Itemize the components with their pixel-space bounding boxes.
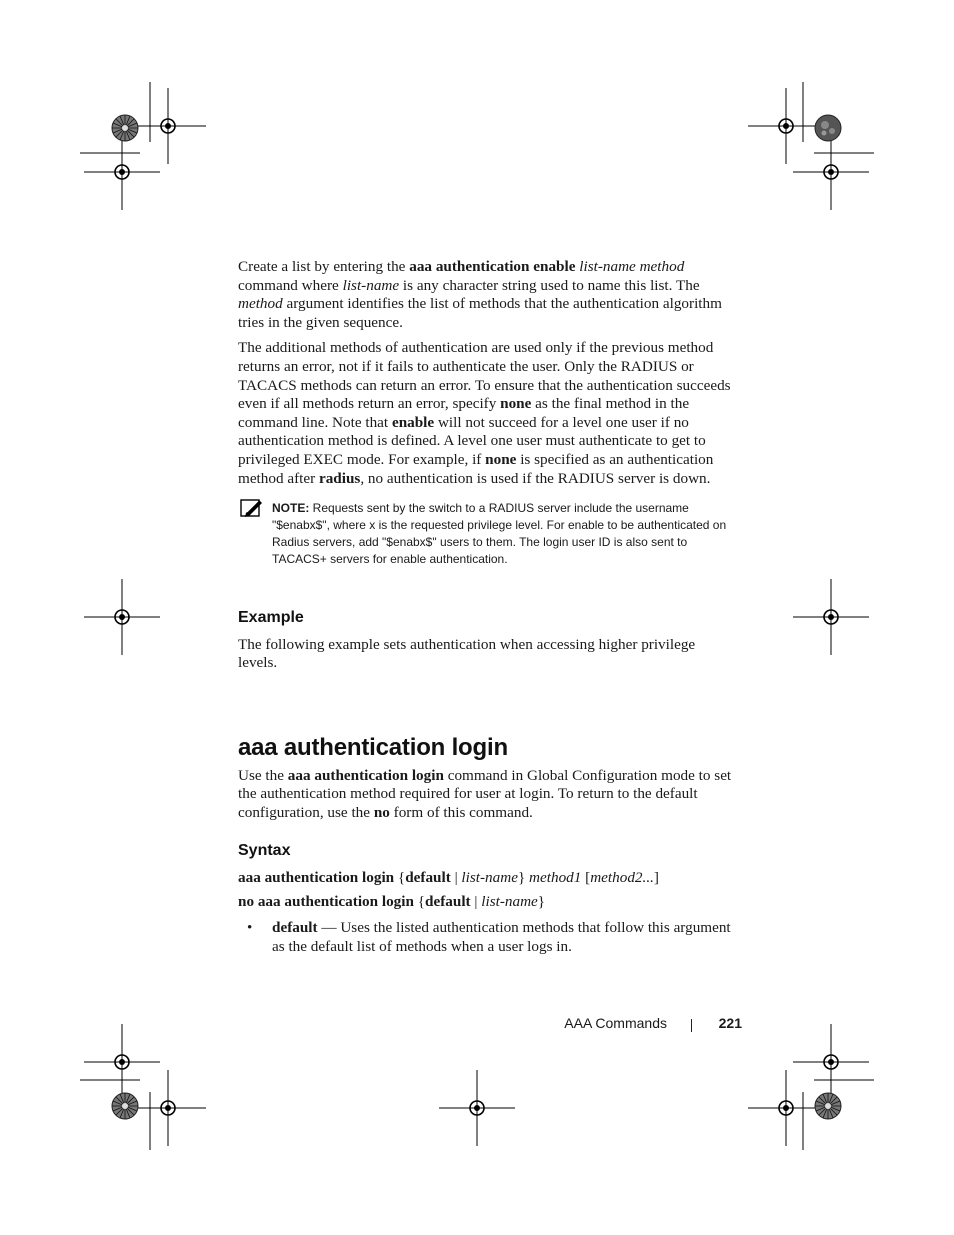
keyword-enable: enable	[391, 413, 435, 431]
text-run: Use the	[238, 766, 288, 784]
keyword-none: none	[485, 450, 517, 468]
syntax-bar: |	[470, 893, 482, 911]
keyword-none: none	[500, 395, 532, 413]
command-name: aaa authentication login	[287, 766, 444, 784]
keyword-no: no	[373, 803, 390, 821]
text-run: command in Global Configuration mode to set the authentication method required for user at login. To return to the default configuration, use the	[238, 766, 732, 821]
bullet-text: — Uses the listed authentication methods that follow this argument as the default list of methods when a user logs in.	[272, 919, 731, 955]
footer-section-name: AAA Commands	[564, 1015, 667, 1031]
arg-method: method	[238, 295, 283, 313]
text-run: as the final method in the command line. Note that	[238, 395, 690, 431]
syntax-line-1	[238, 869, 736, 888]
text-run: form of this command.	[389, 803, 533, 821]
note-label: NOTE:	[272, 501, 310, 516]
text-run: is any character string used to name this list. The	[399, 276, 700, 294]
text-run: is specified as an authentication method after	[238, 450, 714, 487]
text-run: Create a list by entering the	[238, 258, 410, 275]
note-pencil-icon	[240, 498, 264, 518]
keyword-default: default	[425, 893, 471, 911]
syntax-brace: }	[517, 868, 530, 886]
arg-list-name: list-name	[481, 893, 538, 911]
example-heading: Example	[238, 609, 304, 627]
arg-list-name: list-name	[342, 276, 400, 294]
command-args: list-name method	[579, 258, 685, 275]
section-title: aaa authentication login	[238, 733, 508, 761]
text-run: will not succeed for a level one user if no authentication method is defined. A level one user must authenticate to get to privileged EXEC mode. For example, if	[238, 413, 706, 468]
example-text: The following example sets authentication when accessing higher privilege levels.	[238, 635, 696, 672]
keyword-radius: radius	[318, 469, 361, 487]
footer-separator	[691, 1019, 692, 1032]
intro-paragraph	[238, 258, 736, 332]
methods-paragraph	[238, 339, 736, 488]
text-run: argument identifies the list of methods that the authentication algorithm tries in the given sequence.	[238, 295, 722, 331]
command-name: no aaa authentication login	[238, 893, 414, 911]
text-run: command where	[238, 276, 343, 294]
bullet-default	[238, 919, 736, 956]
syntax-bracket: [	[581, 868, 591, 886]
command-name: aaa authentication enable	[409, 258, 576, 275]
page-content	[238, 258, 736, 956]
note-text: Requests sent by the switch to a RADIUS server include the username "$enabx$", where x is the requested privilege level. For enable to be authenticated on Radius servers, add "$enabx$" users to them. The login user ID is also sent to TACACS+ servers for enable authentication.	[272, 501, 727, 567]
bullet-mark: •	[247, 919, 253, 937]
arg-method2: method2...	[590, 868, 654, 886]
page-footer	[560, 1015, 742, 1035]
bullet-term: default	[272, 919, 318, 937]
command-name: aaa authentication login	[238, 868, 395, 886]
page-number: 221	[718, 1015, 742, 1031]
syntax-brace: }	[537, 893, 546, 911]
syntax-bar: |	[450, 868, 462, 886]
text-run: The additional methods of authentication are used only if the previous method returns an error, not if it fails to authenticate the user. Only the RADIUS or TACACS methods can return an error. To ensure that the authentication succeeds even if all methods return an error, specify	[238, 339, 731, 413]
note-box	[238, 500, 736, 568]
syntax-bracket: ]	[653, 868, 659, 886]
text-run: , no authentication is used if the RADIUS server is down.	[360, 469, 711, 487]
arg-list-name: list-name	[461, 868, 518, 886]
syntax-brace: {	[413, 893, 426, 911]
syntax-line-2	[238, 893, 736, 912]
syntax-heading: Syntax	[238, 842, 291, 860]
syntax-brace: {	[394, 868, 406, 886]
arg-method1: method1	[529, 868, 582, 886]
description-paragraph	[238, 767, 736, 823]
keyword-default: default	[405, 868, 451, 886]
